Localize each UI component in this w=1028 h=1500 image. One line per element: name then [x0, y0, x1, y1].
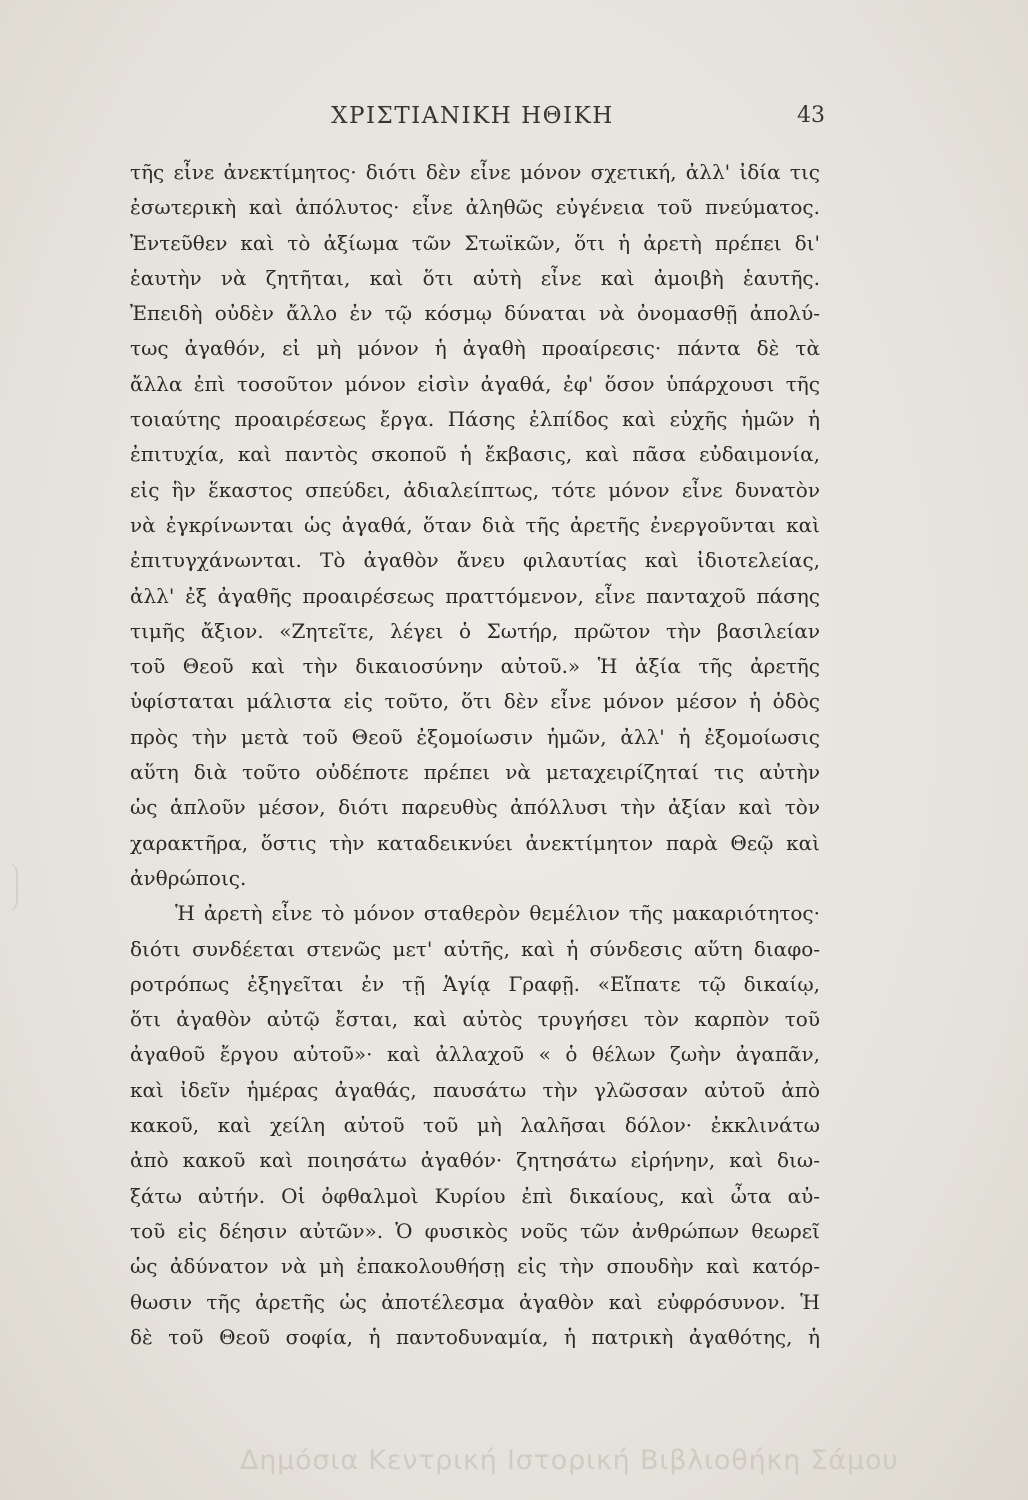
text-line: χαρακτῆρα, ὅστις τὴν καταδεικνύει ἀνεκτίμητον παρὰ Θεῷ καὶ: [130, 830, 820, 855]
text-line: ἀγαθοῦ ἔργου αὐτοῦ»· καὶ ἀλλαχοῦ « ὁ θέλων ζωὴν ἀγαπᾶν,: [130, 1042, 820, 1067]
text-line: ροτρόπως ἐξηγεῖται ἐν τῇ Ἁγίᾳ Γραφῇ. «Εἴπατε τῷ δικαίῳ,: [130, 971, 820, 996]
text-line: διότι συνδέεται στενῶς μετ' αὐτῆς, καὶ ἡ σύνδεσις αὕτη διαφο-: [130, 936, 820, 961]
text-line: τως ἀγαθόν, εἰ μὴ μόνον ἡ ἀγαθὴ προαίρεσις· πάντα δὲ τὰ: [130, 336, 820, 361]
page-number: 43: [797, 103, 825, 128]
page-header: [120, 103, 825, 143]
text-line: δὲ τοῦ Θεοῦ σοφία, ἡ παντοδυναμία, ἡ πατρικὴ ἀγαθότης, ἡ: [130, 1324, 820, 1349]
text-line: Ἐντεῦθεν καὶ τὸ ἀξίωμα τῶν Στωϊκῶν, ὅτι ἡ ἀρετὴ πρέπει δι': [130, 230, 820, 255]
text-line: ἄλλα ἐπὶ τοσοῦτον μόνον εἰσὶν ἀγαθά, ἐφ' ὅσον ὑπάρχουσι τῆς: [130, 371, 820, 396]
binding-edge: [2, 862, 18, 912]
text-line: τιμῆς ἄξιον. «Ζητεῖτε, λέγει ὁ Σωτήρ, πρῶτον τὴν βασιλείαν: [130, 618, 820, 643]
text-line: τοῦ Θεοῦ καὶ τὴν δικαιοσύνην αὐτοῦ.» Ἡ ἀξία τῆς ἀρετῆς: [130, 654, 820, 679]
text-line: ὡς ἀδύνατον νὰ μὴ ἐπακολουθήσῃ εἰς τὴν σπουδὴν καὶ κατόρ-: [130, 1254, 820, 1279]
text-line: Ἐπειδὴ οὐδὲν ἄλλο ἐν τῷ κόσμῳ δύναται νὰ ὀνομασθῇ ἀπολύ-: [130, 301, 820, 326]
text-line: ξάτω αὐτήν. Οἱ ὀφθαλμοὶ Κυρίου ἐπὶ δικαίους, καὶ ὦτα αὐ-: [130, 1183, 820, 1208]
text-line: ἐπιτυγχάνωνται. Τὸ ἀγαθὸν ἄνευ φιλαυτίας καὶ ἰδιοτελείας,: [130, 548, 820, 573]
text-line: εἰς ἣν ἕκαστος σπεύδει, ἀδιαλείπτως, τότε μόνον εἶνε δυνατὸν: [130, 477, 820, 502]
text-line: ἀνθρώποις.: [130, 865, 247, 890]
text-line: ἀλλ' ἐξ ἀγαθῆς προαιρέσεως πραττόμενον, εἶνε πανταχοῦ πάσης: [130, 583, 820, 608]
text-line: τοῦ εἰς δέησιν αὐτῶν». Ὁ φυσικὸς νοῦς τῶν ἀνθρώπων θεωρεῖ: [130, 1218, 820, 1243]
text-line: πρὸς τὴν μετὰ τοῦ Θεοῦ ἐξομοίωσιν ἡμῶν, ἀλλ' ἡ ἐξομοίωσις: [130, 724, 820, 749]
text-line: τοιαύτης προαιρέσεως ἔργα. Πάσης ἐλπίδος καὶ εὐχῆς ἡμῶν ἡ: [130, 407, 820, 432]
text-line: αὕτη διὰ τοῦτο οὐδέποτε πρέπει νὰ μεταχειρίζηταί τις αὐτὴν: [130, 760, 820, 785]
text-line: τῆς εἶνε ἀνεκτίμητος· διότι δὲν εἶνε μόνον σχετική, ἀλλ' ἰδία τις: [130, 160, 820, 184]
text-line: ἀπὸ κακοῦ καὶ ποιησάτω ἀγαθόν· ζητησάτω εἰρήνην, καὶ διω-: [130, 1148, 820, 1173]
library-watermark: Δημόσια Κεντρική Ιστορική Βιβλιοθήκη Σάμου: [240, 1445, 899, 1476]
text-line: ὅτι ἀγαθὸν αὐτῷ ἔσται, καὶ αὐτὸς τρυγήσει τὸν καρπὸν τοῦ: [130, 1007, 820, 1032]
text-line: θωσιν τῆς ἀρετῆς ὡς ἀποτέλεσμα ἀγαθὸν καὶ εὐφρόσυνον. Ἡ: [130, 1289, 820, 1314]
text-line: καὶ ἰδεῖν ἡμέρας ἀγαθάς, παυσάτω τὴν γλῶσσαν αὐτοῦ ἀπὸ: [130, 1077, 820, 1102]
text-line: ὑφίσταται μάλιστα εἰς τοῦτο, ὅτι δὲν εἶνε μόνον μέσον ἡ ὁδὸς: [130, 689, 820, 714]
text-line: κακοῦ, καὶ χείλη αὐτοῦ τοῦ μὴ λαλῆσαι δόλον· ἐκκλινάτω: [130, 1113, 820, 1138]
paragraph-start-line: Ἡ ἀρετὴ εἶνε τὸ μόνον σταθερὸν θεμέλιον τῆς μακαριότητος·: [175, 901, 820, 926]
text-line: ἐπιτυχία, καὶ παντὸς σκοποῦ ἡ ἔκβασις, καὶ πᾶσα εὐδαιμονία,: [130, 442, 820, 467]
body-text: [130, 155, 820, 1355]
running-title: ΧΡΙΣΤΙΑΝΙΚΗ ΗΘΙΚΗ: [331, 103, 614, 129]
text-line: νὰ ἐγκρίνωνται ὡς ἀγαθά, ὅταν διὰ τῆς ἀρετῆς ἐνεργοῦνται καὶ: [130, 512, 820, 537]
text-line: ἑαυτὴν νὰ ζητῆται, καὶ ὅτι αὐτὴ εἶνε καὶ ἀμοιβὴ ἑαυτῆς.: [130, 265, 820, 290]
text-line: ἐσωτερικὴ καὶ ἀπόλυτος· εἶνε ἀληθῶς εὐγένεια τοῦ πνεύματος.: [130, 195, 820, 220]
text-line: ὡς ἁπλοῦν μέσον, διότι παρευθὺς ἀπόλλυσι τὴν ἀξίαν καὶ τὸν: [130, 795, 820, 820]
